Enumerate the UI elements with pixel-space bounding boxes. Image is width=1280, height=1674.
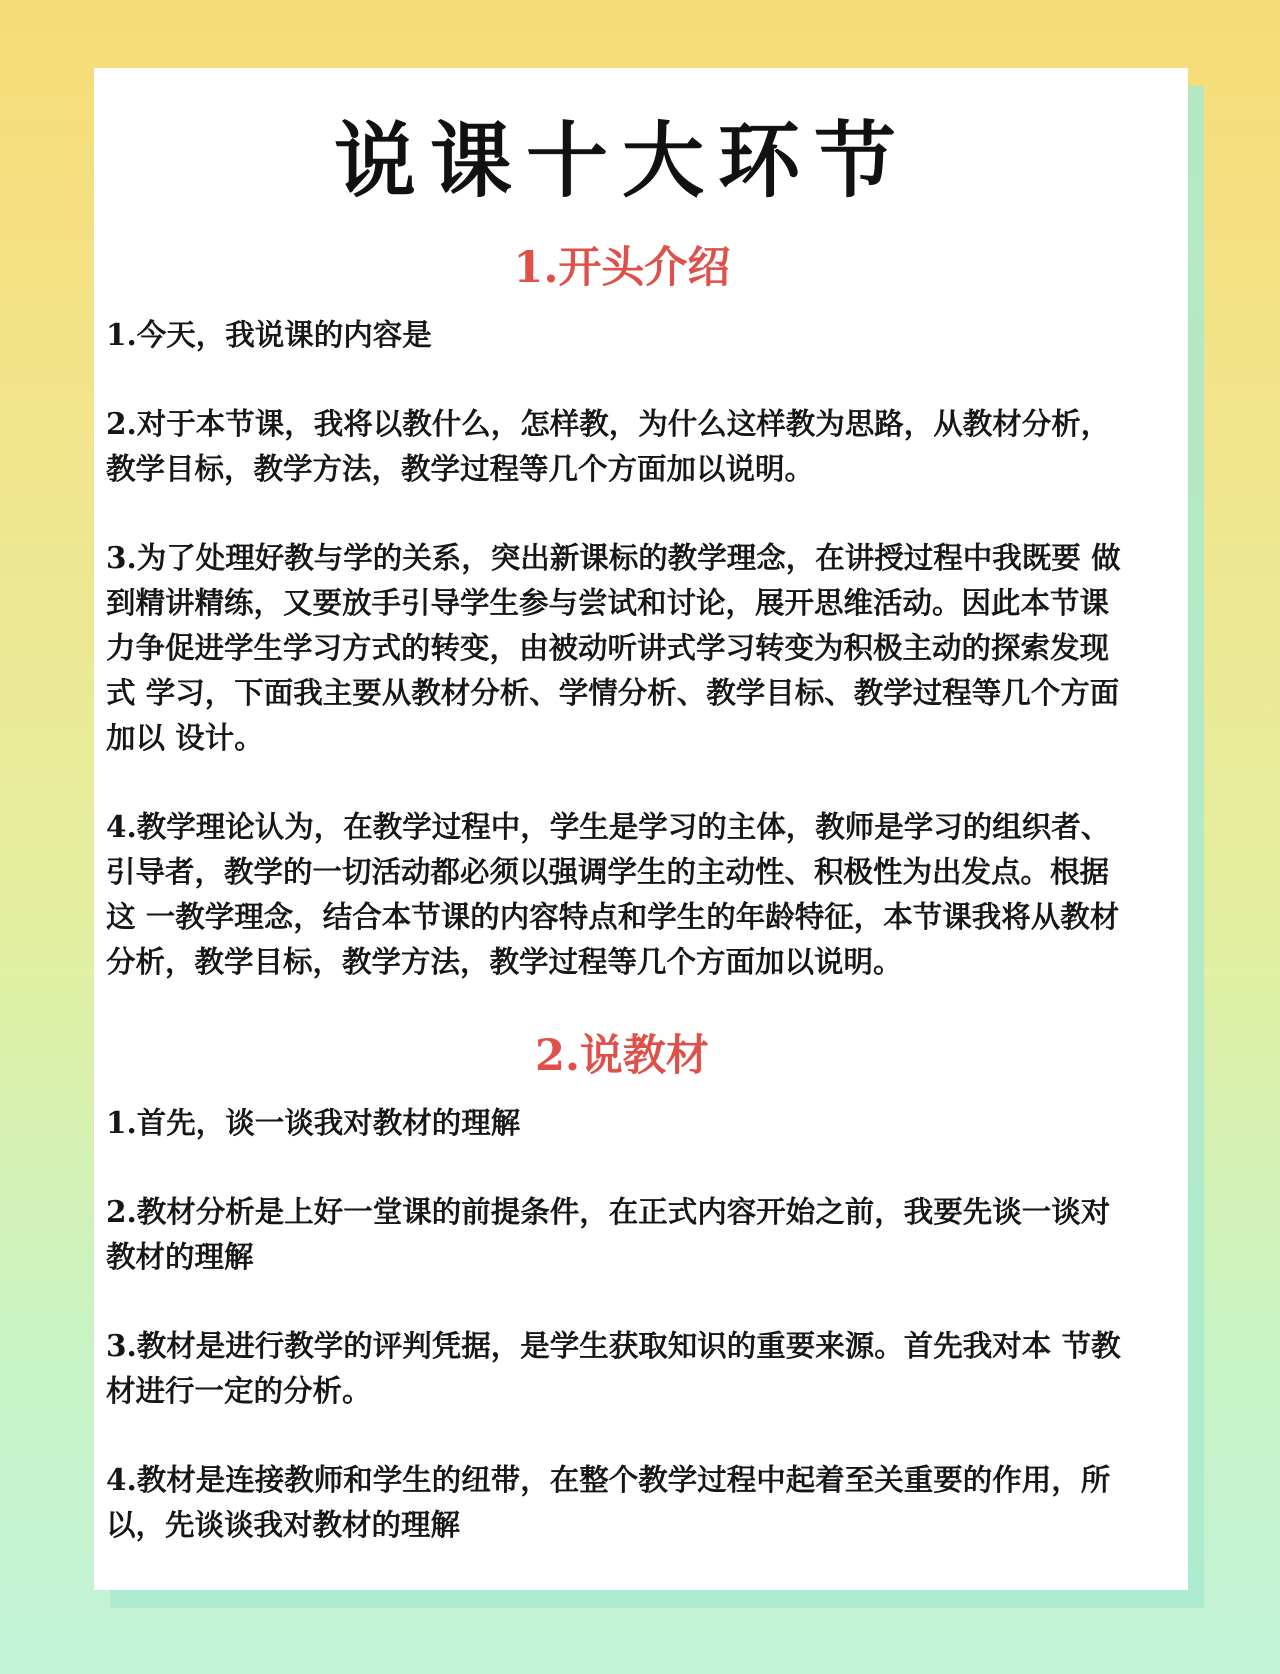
section-heading: 2.说教材 <box>535 1031 709 1081</box>
paragraph: 3.教材是进行教学的评判凭据，是学生获取知识的重要来源。首先我对本 节教材进行一定的分析。 <box>106 1328 1121 1408</box>
section-heading: 1.开头介绍 <box>513 243 731 293</box>
paragraph: 4.教材是连接教师和学生的纽带，在整个教学过程中起着至关重要的作用，所以，先谈谈我对教材的理解 <box>106 1462 1111 1542</box>
page-title: 说课十大环节 <box>333 114 910 209</box>
paragraph: 4.教学理论认为，在教学过程中，学生是学习的主体，教师是学习的组织者、引导者，教学的一切活动都必须以强调学生的主动性、积极性为出发点。根据这 一教学理念，结合本节课的内容特点和学生的年龄特征，本节课我将从教材分析，教学目标，教学方法，教学过程等几个方面加以说明。 <box>106 809 1120 979</box>
paragraph: 3.为了处理好教与学的关系，突出新课标的教学理念，在讲授过程中我既要 做到精讲精练，又要放手引导学生参与尝试和讨论，展开思维活动。因此本节课 力争促进学生学习方式的转变，由被动听讲式学习转变为积极主动的探索发现式 学习，下面我主要从教材分析、学情分析、教学目标、教学过程等几个方面加以 设计。 <box>106 540 1121 755</box>
paragraph: 2.教材分析是上好一堂课的前提条件，在正式内容开始之前，我要先谈一谈对教材的理解 <box>106 1194 1111 1274</box>
paragraph: 2.对于本节课，我将以教什么，怎样教，为什么这样教为思路，从教材分析，教学目标，教学方法，教学过程等几个方面加以说明。 <box>106 406 1111 486</box>
paragraph: 1.今天，我说课的内容是 <box>106 317 432 352</box>
paragraph: 1.首先，谈一谈我对教材的理解 <box>106 1105 521 1140</box>
section-textbook <box>106 1026 1138 1547</box>
section-opening <box>106 238 1138 984</box>
content-card <box>94 68 1188 1590</box>
